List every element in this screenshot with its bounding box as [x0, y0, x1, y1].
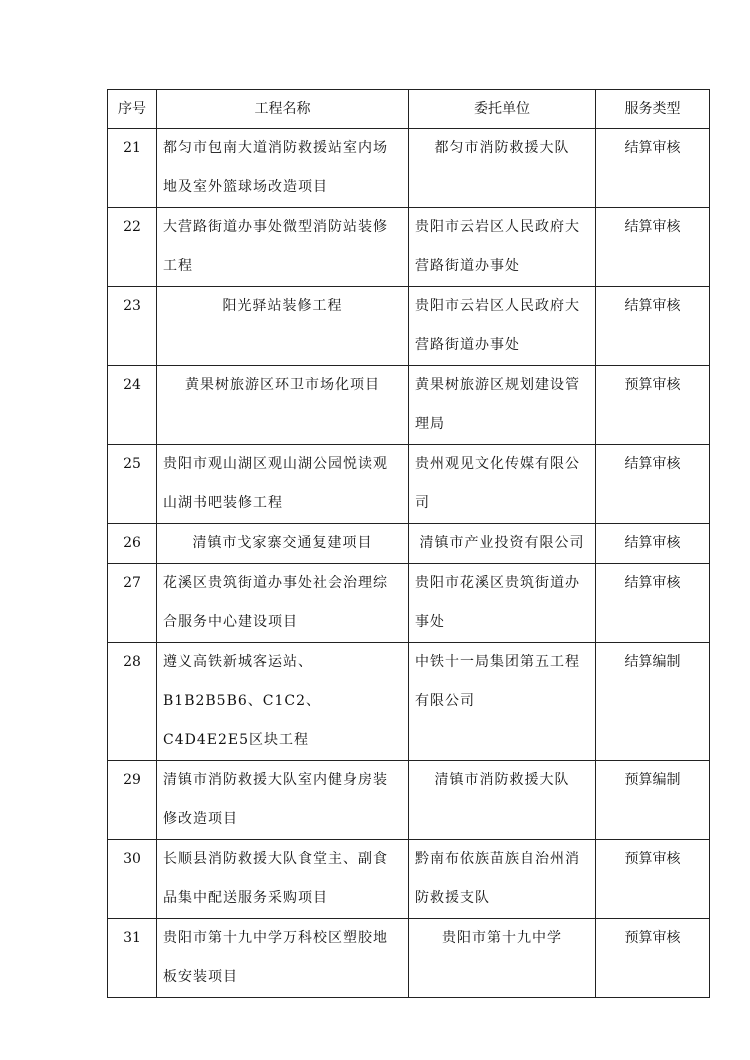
row-client	[409, 919, 596, 998]
row-project-name	[157, 840, 409, 919]
table-row	[108, 366, 710, 445]
client-text: 清镇市消防救援大队	[434, 772, 570, 788]
row-no: 25	[108, 445, 157, 524]
row-project-name	[157, 445, 409, 524]
project-name-text: 清镇市消防救援大队室内健身房装修改造项目	[163, 772, 388, 827]
client-text: 中铁十一局集团第五工程有限公司	[415, 654, 580, 709]
row-service-type: 预算审核	[596, 919, 710, 998]
project-name-text: 长顺县消防救援大队食堂主、副食品集中配送服务采购项目	[163, 851, 388, 906]
project-name-text: 大营路街道办事处微型消防站装修工程	[163, 219, 388, 274]
client-text: 清镇市产业投资有限公司	[419, 535, 585, 551]
row-no: 24	[108, 366, 157, 445]
row-client	[409, 564, 596, 643]
row-service-type: 结算编制	[596, 643, 710, 761]
row-service-type: 结算审核	[596, 287, 710, 366]
row-client	[409, 445, 596, 524]
row-client	[409, 366, 596, 445]
client-text: 贵阳市云岩区人民政府大营路街道办事处	[415, 298, 580, 353]
row-service-type: 结算审核	[596, 564, 710, 643]
table-row	[108, 643, 710, 761]
row-no: 22	[108, 208, 157, 287]
row-service-type: 预算审核	[596, 840, 710, 919]
row-client	[409, 524, 596, 564]
table-row	[108, 919, 710, 998]
row-project-name	[157, 761, 409, 840]
client-text: 贵阳市第十九中学	[442, 930, 562, 946]
project-name-text: 遵义高铁新城客运站、B1B2B5B6、C1C2、C4D4E2E5区块工程	[163, 654, 322, 748]
header-client: 委托单位	[409, 90, 596, 129]
client-text: 贵阳市花溪区贵筑街道办事处	[415, 575, 580, 630]
row-no: 30	[108, 840, 157, 919]
row-project-name	[157, 287, 409, 366]
project-name-text: 都匀市包南大道消防救援站室内场地及室外篮球场改造项目	[163, 140, 388, 195]
row-service-type: 预算编制	[596, 761, 710, 840]
row-service-type: 结算审核	[596, 524, 710, 564]
project-name-text: 黄果树旅游区环卫市场化项目	[185, 377, 380, 393]
row-project-name	[157, 564, 409, 643]
table-row	[108, 129, 710, 208]
project-name-text: 清镇市戈家寨交通复建项目	[192, 535, 373, 551]
row-client	[409, 208, 596, 287]
row-client	[409, 761, 596, 840]
table-row	[108, 208, 710, 287]
row-service-type: 结算审核	[596, 445, 710, 524]
table-row	[108, 761, 710, 840]
row-no: 21	[108, 129, 157, 208]
row-no: 28	[108, 643, 157, 761]
row-no: 26	[108, 524, 157, 564]
table-row	[108, 524, 710, 564]
table-row	[108, 287, 710, 366]
client-text: 贵州观见文化传媒有限公司	[415, 456, 580, 511]
row-client	[409, 643, 596, 761]
client-text: 都匀市消防救援大队	[434, 140, 570, 156]
project-name-text: 花溪区贵筑街道办事处社会治理综合服务中心建设项目	[163, 575, 388, 630]
project-name-text: 贵阳市第十九中学万科校区塑胶地板安装项目	[163, 930, 388, 985]
row-project-name	[157, 643, 409, 761]
row-client	[409, 840, 596, 919]
row-project-name	[157, 208, 409, 287]
row-project-name	[157, 366, 409, 445]
table-row	[108, 564, 710, 643]
header-type: 服务类型	[596, 90, 710, 129]
client-text: 黄果树旅游区规划建设管理局	[415, 377, 580, 432]
row-no: 27	[108, 564, 157, 643]
row-client	[409, 287, 596, 366]
project-name-text: 贵阳市观山湖区观山湖公园悦读观山湖书吧装修工程	[163, 456, 388, 511]
row-no: 31	[108, 919, 157, 998]
row-no: 23	[108, 287, 157, 366]
row-service-type: 结算审核	[596, 129, 710, 208]
row-client	[409, 129, 596, 208]
project-table	[107, 89, 710, 998]
row-service-type: 预算审核	[596, 366, 710, 445]
row-project-name	[157, 919, 409, 998]
row-project-name	[157, 524, 409, 564]
client-text: 黔南布依族苗族自治州消防救援支队	[415, 851, 580, 906]
table-row	[108, 840, 710, 919]
client-text: 贵阳市云岩区人民政府大营路街道办事处	[415, 219, 580, 274]
row-service-type: 结算审核	[596, 208, 710, 287]
table-row	[108, 445, 710, 524]
project-name-text: 阳光驿站装修工程	[222, 298, 343, 314]
table-header-row	[108, 90, 710, 129]
row-project-name	[157, 129, 409, 208]
header-no: 序号	[108, 90, 157, 129]
header-name: 工程名称	[157, 90, 409, 129]
row-no: 29	[108, 761, 157, 840]
